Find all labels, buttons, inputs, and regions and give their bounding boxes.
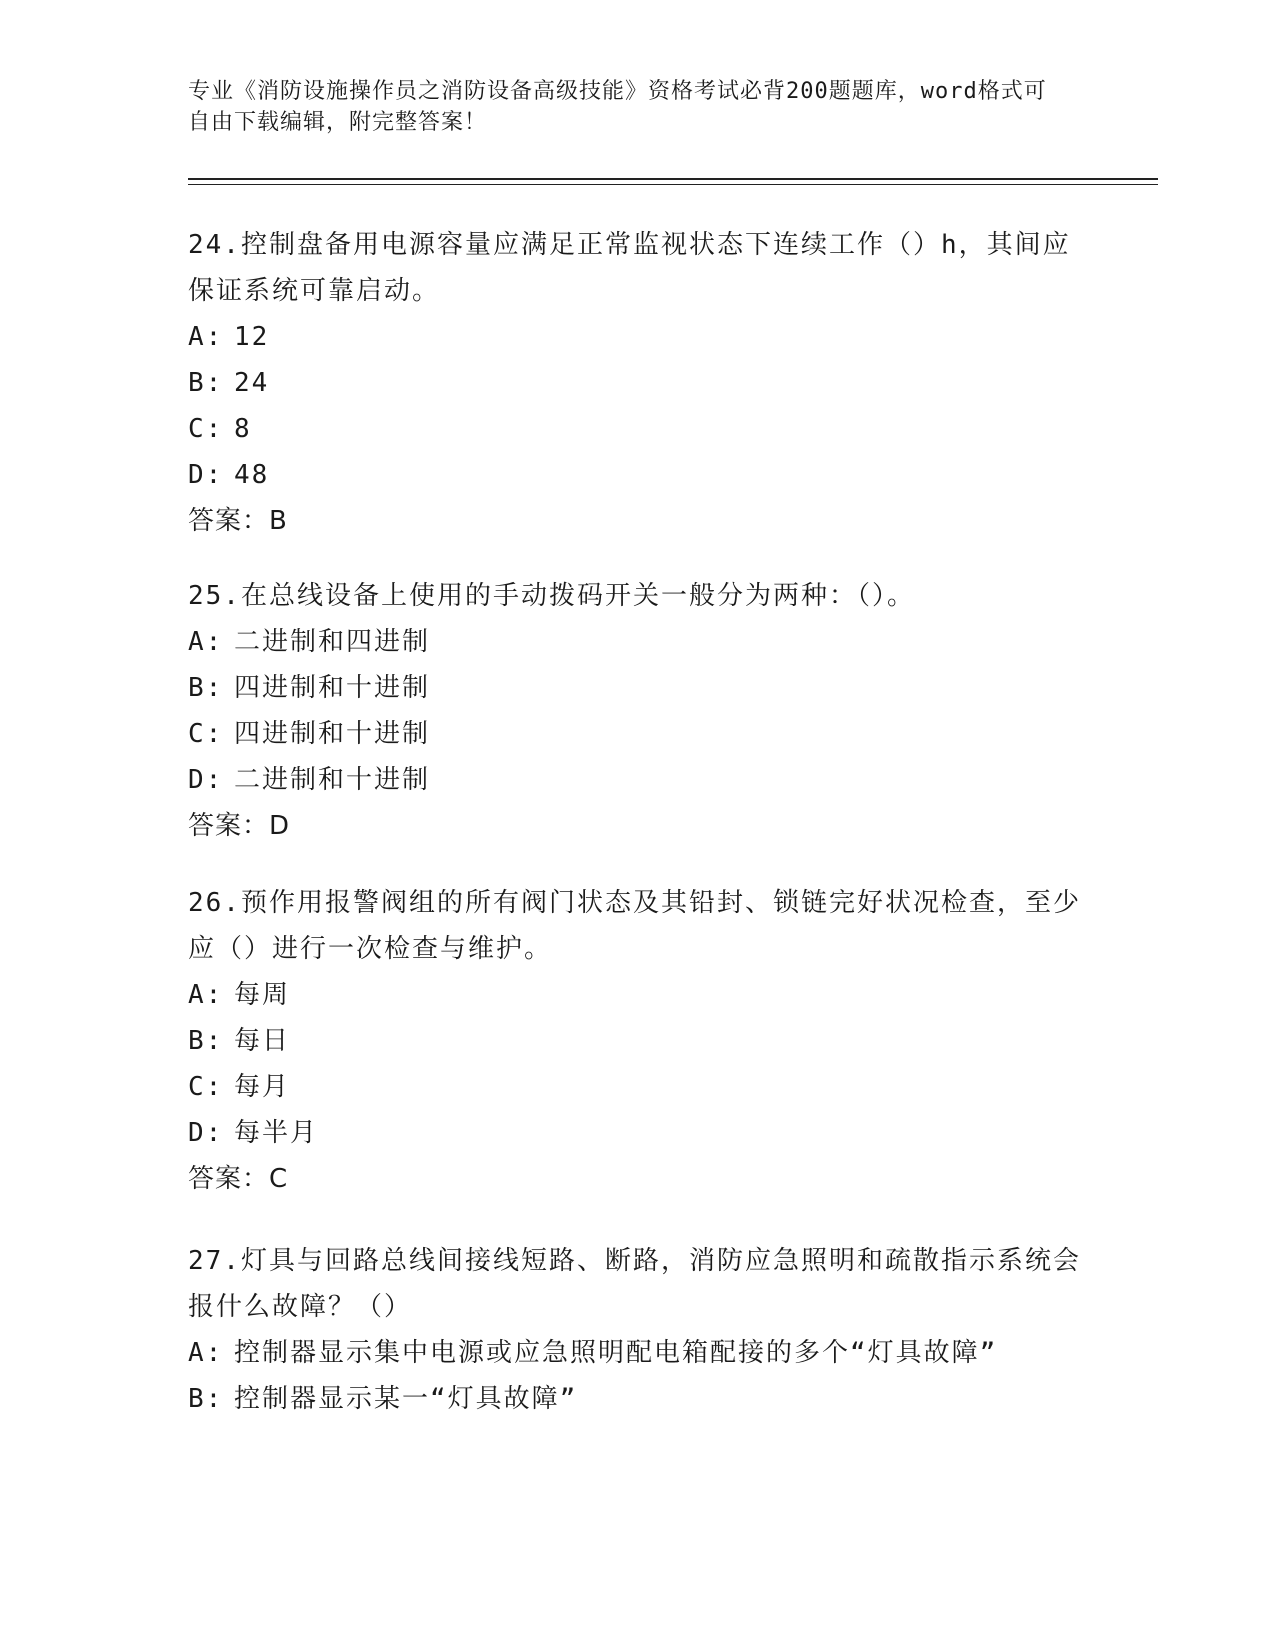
answer: 答案：C [188,1164,289,1194]
option-a [188,314,1088,360]
option-a [188,619,1088,665]
option-key: B: [188,1384,224,1414]
option-a [188,972,1088,1018]
option-key: A: [188,1338,224,1368]
option-text: 二进制和四进制 [234,627,431,657]
option-c [188,406,1088,452]
option-text: 每周 [234,980,291,1010]
option-key: B: [188,673,224,703]
option-text: 四进制和十进制 [234,719,431,749]
option-text: 控制器显示集中电源或应急照明配电箱配接的多个“灯具故障” [234,1338,998,1368]
option-text: 每月 [234,1072,291,1102]
answer: 答案：B [188,506,288,536]
option-text: 24 [234,368,270,398]
option-d [188,1110,1088,1156]
option-key: B: [188,1026,224,1056]
question-25 [188,573,1088,849]
option-key: C: [188,1072,224,1102]
question-stem: 24.控制盘备用电源容量应满足正常监视状态下连续工作（）h，其间应保证系统可靠启动。 [188,230,1071,306]
option-key: C: [188,414,224,444]
question-stem: 25.在总线设备上使用的手动拨码开关一般分为两种：（）。 [188,581,915,611]
option-key: D: [188,765,224,795]
option-text: 48 [234,460,270,490]
option-c [188,1064,1088,1110]
option-b [188,665,1088,711]
question-24 [188,222,1088,544]
option-text: 12 [234,322,270,352]
option-text: 控制器显示某一“灯具故障” [234,1384,578,1414]
option-key: A: [188,627,224,657]
document-header: 专业《消防设施操作员之消防设备高级技能》资格考试必背200题题库，word格式可自由下载编辑，附完整答案！ [188,79,1047,135]
answer: 答案：D [188,811,291,841]
option-key: B: [188,368,224,398]
question-stem: 26.预作用报警阀组的所有阀门状态及其铅封、锁链完好状况检查，至少应（）进行一次检查与维护。 [188,888,1081,964]
option-b [188,1018,1088,1064]
option-b [188,1376,1088,1422]
option-d [188,452,1088,498]
option-a [188,1330,1088,1376]
option-text: 每日 [234,1026,291,1056]
option-key: D: [188,460,224,490]
option-key: A: [188,322,224,352]
option-key: A: [188,980,224,1010]
option-text: 四进制和十进制 [234,673,431,703]
option-text: 8 [234,414,252,444]
header-divider-thick [188,178,1158,180]
option-c [188,711,1088,757]
header-divider-thin [188,184,1158,185]
option-d [188,757,1088,803]
option-b [188,360,1088,406]
question-27 [188,1238,1088,1422]
question-26 [188,880,1088,1202]
option-key: D: [188,1118,224,1148]
option-key: C: [188,719,224,749]
question-stem: 27.灯具与回路总线间接线短路、断路，消防应急照明和疏散指示系统会报什么故障？（） [188,1246,1081,1322]
option-text: 每半月 [234,1118,319,1148]
option-text: 二进制和十进制 [234,765,431,795]
